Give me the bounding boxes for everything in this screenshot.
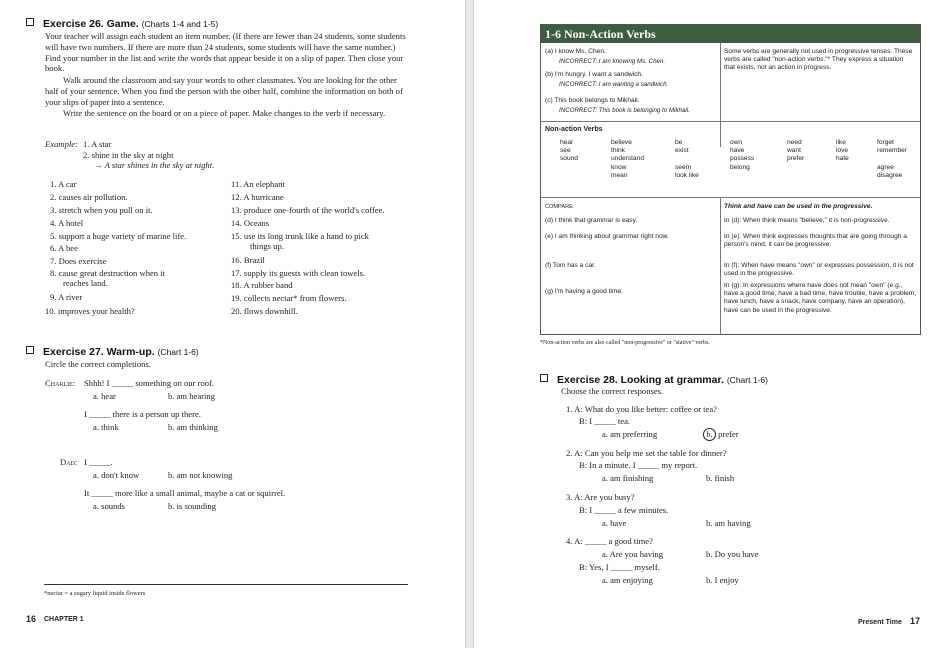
dialogue-line: Shhh! I _____ something on our roof.	[84, 378, 215, 388]
chart-note: In (e): When think expresses thoughts that are going through a person's mind, it can be progressive.	[724, 233, 907, 249]
chart-note: In (d): When think means "believe," it is non-progressive.	[724, 217, 890, 224]
instructions-paragraph-2: Walk around the classroom and say your words to other classmates. You are looking for the other half of your sentence. When you find the person with the other half, combine the information on both of your slips of paper into a sentence.	[45, 75, 403, 107]
chart-example-c: (c) This book belongs to Mikhail.	[545, 97, 640, 104]
verb-item: love	[836, 147, 849, 155]
verb-item: want	[787, 147, 801, 155]
chart-ref: (Chart 1-6)	[157, 347, 199, 357]
option-b[interactable]: b. is sounding	[168, 501, 216, 511]
list-item: 12. A hurricane	[231, 192, 284, 202]
verb-item: prefer	[787, 155, 805, 163]
chart-incorrect-c: INCORRECT: This book is belonging to Mikhail.	[559, 107, 690, 114]
option-a[interactable]: a. Are you having	[602, 549, 664, 559]
option-a[interactable]: a. think	[93, 422, 119, 432]
option-a[interactable]: a. hear	[93, 391, 116, 401]
chart-ref: (Charts 1-4 and 1-5)	[141, 19, 219, 29]
verb-item: look like	[675, 171, 699, 179]
verb-item: sound	[560, 155, 578, 163]
question-line: 4. A: _____ a good time?	[566, 536, 653, 546]
list-item: 2. causes air pollution.	[50, 192, 128, 202]
example-answer: → A star shines in the sky at night.	[94, 160, 215, 170]
verb-item: believe	[611, 139, 632, 146]
option-b[interactable]: b. am hearing	[168, 391, 216, 401]
list-item: 3. stretch when you pull on it.	[50, 205, 153, 215]
chart-example-d: (d) I think that grammar is easy.	[545, 217, 638, 224]
option-a[interactable]: a. am preferring	[602, 429, 658, 439]
verb-item: disagree	[877, 171, 903, 179]
chart-title: 1-6 Non-Action Verbs	[541, 25, 920, 43]
verb-item: forget	[877, 139, 894, 146]
checkbox-icon	[26, 346, 34, 354]
verb-item: see	[560, 147, 571, 155]
list-item: 7. Does exercise	[50, 256, 107, 266]
exercise-title-text: Exercise 28. Looking at grammar.	[557, 374, 724, 386]
verb-item: belong	[730, 163, 750, 171]
chart-divider	[720, 43, 721, 147]
option-a[interactable]: a. don't know	[93, 470, 140, 480]
option-text: prefer	[718, 429, 739, 439]
option-b[interactable]: b. finish	[706, 473, 735, 483]
verb-item: think	[611, 147, 625, 155]
chapter-label: CHAPTER 1	[44, 616, 84, 623]
verb-list-title: Non-action Verbs	[545, 126, 603, 133]
exercise-instruction: Choose the correct responses.	[561, 386, 664, 396]
footnote-divider	[44, 584, 408, 585]
option-a[interactable]: a. have	[602, 518, 627, 528]
verb-column-6	[836, 139, 849, 164]
list-item: 15. use its long trunk like a hand to pick	[231, 231, 369, 241]
list-item: 9. A river	[50, 292, 83, 302]
list-item: 20. flows downhill.	[231, 306, 298, 316]
chart-footnote: *Non-action verbs are also called "non-progressive" or "stative" verbs.	[540, 340, 710, 346]
checkbox-icon	[26, 18, 34, 26]
verb-column-4	[730, 139, 754, 172]
question-line: B: I _____ a few minutes.	[579, 505, 669, 515]
verb-column-5	[787, 139, 804, 164]
exercise-26-title	[26, 18, 218, 30]
dialogue-line: It _____ more like a small animal, maybe a cat or squirrel.	[84, 488, 286, 498]
page-number: 16	[26, 614, 37, 624]
list-item: 5. support a huge variety of marine life.	[50, 231, 187, 241]
chart-divider	[720, 197, 721, 335]
list-item: 19. collects nectar* from flowers.	[231, 293, 347, 303]
chart-note: Think and have can be used in the progressive.	[724, 203, 873, 210]
option-a[interactable]: a. am enjoying	[602, 575, 653, 585]
chart-example-g: (g) I'm having a good time.	[545, 288, 623, 295]
list-item: 16. Brazil	[231, 255, 265, 265]
instructions-paragraph-1: Your teacher will assign each student an item number. (If there are fewer than 24 students, some students will have two numbers. If there are more than 24 students, some students will have the same number.) Find your number in the list and write the words that appear beside it on a slip of paper. Then close your book.	[45, 31, 406, 74]
example-item-1: 1. A star	[83, 139, 112, 149]
list-item-continued: things up.	[250, 241, 284, 251]
chart-divider	[541, 121, 920, 122]
chart-note: In (g): In expressions where have does not mean "own" (e.g., have a good time, have a bad time, have trouble, have a problem, have lunch, have a snack, have company, have an operation), have can be used in the progressive.	[724, 282, 917, 314]
list-item: 13. produce one-fourth of the world's coffee.	[231, 205, 385, 215]
verb-item: exist	[675, 147, 689, 155]
option-b[interactable]: b. I enjoy	[706, 575, 739, 585]
list-item: 4. A hotel	[50, 218, 84, 228]
chart-ref: (Chart 1-6)	[726, 375, 768, 385]
verb-item: possess	[730, 155, 755, 163]
chart-example-b: (b) I'm hungry. I want a sandwich.	[545, 71, 643, 78]
speaker-name: Charlie:	[45, 378, 76, 388]
verb-item: need	[787, 139, 802, 146]
option-a[interactable]: a. am finishing	[602, 473, 654, 483]
checkbox-icon	[540, 374, 548, 382]
verb-item: mean	[611, 171, 628, 179]
chart-incorrect-b: INCORRECT: I am wanting a sandwich.	[559, 81, 669, 88]
list-item: 11. An elephant	[231, 179, 285, 189]
verb-item: remember	[877, 147, 908, 155]
verb-item: own	[730, 139, 743, 146]
verb-column-3	[675, 139, 699, 180]
verb-spacer	[877, 155, 907, 163]
option-b[interactable]: b. am having	[706, 518, 751, 528]
verb-column-7	[877, 139, 907, 180]
grammar-chart	[540, 24, 921, 335]
question-line: B: I _____ tea.	[579, 416, 631, 426]
chart-example-f: (f) Tom has a car.	[545, 262, 596, 269]
example-label: Example:	[45, 139, 78, 149]
verb-item: hate	[836, 155, 849, 163]
option-b[interactable]: b. am not knowing	[168, 470, 233, 480]
dialogue-line: I _____.	[84, 457, 113, 467]
chart-divider	[541, 197, 920, 198]
example-item-2: 2. shine in the sky at night	[83, 150, 174, 160]
exercise-title-text: Exercise 26. Game.	[43, 18, 139, 30]
verb-item: understand	[611, 155, 644, 163]
verb-item: agree	[877, 163, 894, 171]
exercise-27-title	[26, 346, 199, 358]
exercise-title-text: Exercise 27. Warm-up.	[43, 346, 155, 358]
footnote: *nectar = a sugary liquid inside flowers	[44, 590, 146, 597]
question-line: B: In a minute. I _____ my report.	[579, 460, 698, 470]
chart-example-e: (e) I am thinking about grammar right now.	[545, 233, 669, 240]
dialogue-line: I _____ there is a person up there.	[84, 409, 201, 419]
verb-item: seem	[675, 163, 692, 171]
list-item-continued: reaches land.	[63, 278, 108, 288]
option-b[interactable]: b. am thinking	[168, 422, 218, 432]
list-item: 8. cause great destruction when it	[50, 268, 166, 278]
list-item: 18. A rubber band	[231, 280, 293, 290]
verb-item: have	[730, 147, 745, 155]
question-line: 2. A: Can you help me set the table for dinner?	[566, 448, 727, 458]
list-item: 6. A bee	[50, 243, 78, 253]
instructions-paragraph-3: Write the sentence on the board or on a piece of paper. Make changes to the verb if necessary.	[63, 108, 386, 118]
chart-incorrect-a: INCORRECT: I am knowing Ms. Chen.	[559, 58, 666, 65]
page-number: 17	[910, 616, 921, 626]
question-line: B: Yes, I _____ myself.	[579, 562, 660, 572]
exercise-28-title	[540, 374, 768, 386]
verb-item: know	[611, 163, 627, 171]
list-item: 17. supply its guests with clean towels.	[231, 268, 366, 278]
option-b[interactable]	[703, 428, 739, 441]
list-item: 14. Oceans	[231, 218, 270, 228]
option-b[interactable]: b. Do you have	[706, 549, 759, 559]
verb-spacer	[675, 155, 699, 163]
footer-label: Present Time	[858, 619, 902, 626]
verb-column-2	[611, 139, 644, 180]
list-item: 10. improves your health?	[45, 306, 135, 316]
question-line: 1. A: What do you like better: coffee or tea?	[566, 404, 717, 414]
book-gutter	[465, 0, 474, 648]
verb-column-1	[560, 139, 578, 164]
circled-answer-icon: b.	[703, 428, 716, 441]
compare-label: COMPARE:	[545, 204, 575, 210]
verb-item: like	[836, 139, 846, 146]
chart-note: Some verbs are generally not used in progressive tenses. These verbs are called "non-action verbs."* They express a situation that exists, not an action in progress.	[724, 48, 913, 72]
verb-item: hear	[560, 139, 574, 146]
list-item: 1. A car	[50, 179, 77, 189]
speaker-name: Dad:	[60, 457, 78, 467]
chart-note: In (f): When have means "own" or expresses possession, it is not used in the progressive.	[724, 262, 914, 278]
chart-example-a: (a) I know Ms. Chen.	[545, 48, 606, 55]
verb-item: be	[675, 139, 683, 146]
option-a[interactable]: a. sounds	[93, 501, 125, 511]
exercise-instruction: Circle the correct completions.	[45, 359, 151, 369]
question-line: 3. A: Are you busy?	[566, 492, 635, 502]
